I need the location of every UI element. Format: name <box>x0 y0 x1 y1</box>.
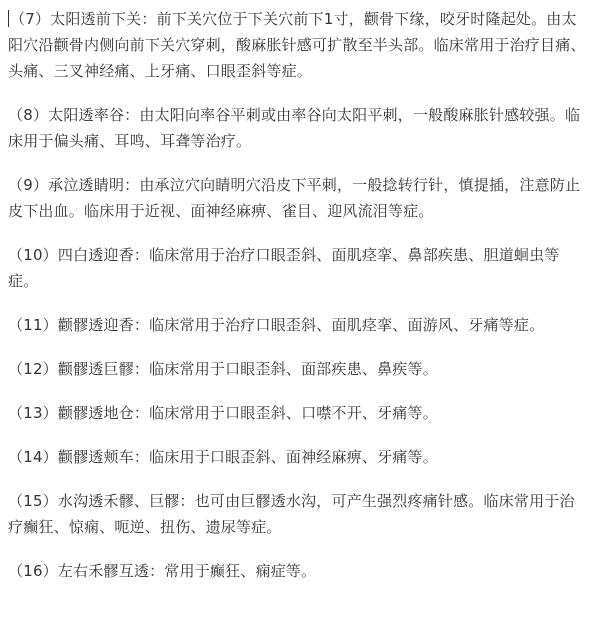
paragraph-text: （9）承泣透睛明：由承泣穴向睛明穴沿皮下平刺，一般捻转行针，慎提插，注意防止皮下出血。临床用于近视、面神经麻痹、雀目、迎风流泪等症。 <box>8 176 581 220</box>
paragraph-7 <box>8 6 586 84</box>
paragraph-16 <box>8 558 586 584</box>
paragraph-14 <box>8 444 586 470</box>
text-cursor <box>8 10 9 27</box>
paragraph-13 <box>8 400 586 426</box>
paragraph-12 <box>8 356 586 382</box>
paragraph-text: （10）四白透迎香：临床常用于治疗口眼歪斜、面肌痉挛、鼻部疾患、胆道蛔虫等症。 <box>8 246 560 290</box>
paragraph-text: （13）颧髎透地仓：临床常用于口眼歪斜、口噤不开、牙痛等。 <box>8 404 438 422</box>
paragraph-9 <box>8 172 586 224</box>
paragraph-text: （11）颧髎透迎香：临床常用于治疗口眼歪斜、面肌痉挛、面游风、牙痛等症。 <box>8 316 545 334</box>
paragraph-text: （15）水沟透禾髎、巨髎：也可由巨髎透水沟，可产生强烈疼痛针感。临床常用于治疗癫狂、惊痫、呃逆、扭伤、遗尿等症。 <box>8 492 575 536</box>
paragraph-text: （12）颧髎透巨髎：临床常用于口眼歪斜、面部疾患、鼻疾等。 <box>8 360 438 378</box>
paragraph-text: （16）左右禾髎互透：常用于癫狂、痫症等。 <box>8 562 317 580</box>
paragraph-8 <box>8 102 586 154</box>
paragraph-15 <box>8 488 586 540</box>
paragraph-text: （14）颧髎透颊车：临床用于口眼歪斜、面神经麻痹、牙痛等。 <box>8 448 438 466</box>
paragraph-10 <box>8 242 586 294</box>
paragraph-11 <box>8 312 586 338</box>
paragraph-text: （7）太阳透前下关：前下关穴位于下关穴前下1寸，颧骨下缘，咬牙时隆起处。由太阳穴沿颧骨内侧向前下关穴穿刺，酸麻胀针感可扩散至半头部。临床常用于治疗目痛、头痛、三叉神经痛、上牙痛、口眼歪斜等症。 <box>8 10 586 80</box>
paragraph-text: （8）太阳透率谷：由太阳向率谷平刺或由率谷向太阳平刺，一般酸麻胀针感较强。临床用于偏头痛、耳鸣、耳聋等治疗。 <box>8 106 581 150</box>
